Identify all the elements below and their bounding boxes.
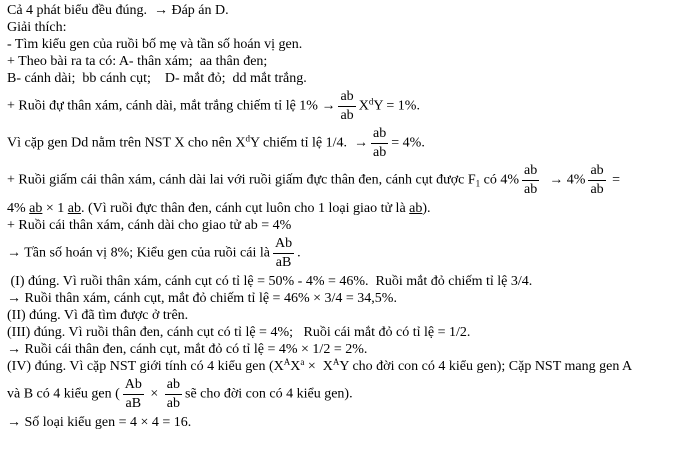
fraction [273,236,294,271]
numerator: ab [165,377,182,395]
denominator: ab [590,182,604,197]
text-segment: Y = 1%. [373,98,420,114]
text-segment: ). [422,201,431,216]
text-segment: → Tần số hoán vị 8%; Kiểu gen của ruồi cái là [7,245,270,261]
underlined-gamete: ab [67,201,82,216]
text-segment: X [358,98,369,114]
text-segment: = [608,172,621,188]
denominator: ab [166,396,180,411]
statement-iii: (III) đúng. Vì ruồi thân đen, cánh cụt có tỉ lệ = 4%; Ruồi cái mắt đỏ có tỉ lệ = 1/2. [7,325,471,340]
statement-ii: (II) đúng. Vì đã tìm được ở trên. [7,308,189,323]
text-segment: và B có 4 kiểu gen ( [7,386,120,402]
text-line [7,236,692,271]
text-line: → Ruồi cái thân đen, cánh cụt, mắt đỏ có tỉ lệ = 4% × 1/2 = 2%. [7,342,368,357]
text-segment: . (Vì ruồi đực thân đen, cánh cụt luôn cho 1 loại giao tử là [81,201,410,216]
text-segment: có 4% [480,172,520,188]
text-segment: + Ruồi đự thân xám, cánh dài, mắt trắng chiếm tỉ lệ 1% → [7,98,336,114]
text-segment: sẽ cho đời con có 4 kiểu gen). [185,386,353,402]
numerator: Ab [123,377,144,395]
text-segment: Y chiếm tỉ lệ 1/4. → [249,135,369,151]
numerator: ab [588,163,605,181]
text-segment: . [297,245,301,261]
text-segment: × [146,386,162,402]
text-line: - Tìm kiểu gen của ruồi bố mẹ và tần số hoán vị gen. [7,37,303,52]
explanation-heading: Giải thích: [7,20,67,35]
text-segment: (IV) đúng. Vì cặp NST giới tính có 4 kiểu gen (X [7,359,284,374]
underlined-gamete: ab [29,201,43,216]
superscript: a [300,357,305,367]
numerator: ab [522,163,539,181]
numerator: Ab [273,236,294,254]
text-line [7,89,692,124]
numerator: ab [338,89,355,107]
fraction [165,377,182,412]
numerator: ab [371,126,388,144]
text-line: + Theo bài ra ta có: A- thân xám; aa thân đen; [7,54,268,69]
text-segment: Y cho đời con có 4 kiểu gen); Cặp NST mang gen A [339,359,633,374]
denominator: aB [125,396,142,411]
superscript: A [283,357,291,367]
denominator: ab [340,108,354,123]
text-segment: × 1 [42,201,68,216]
denominator: aB [275,255,292,270]
fraction [522,163,539,198]
text-segment: Vì cặp gen Dd nằm trên NST X cho nên X [7,135,246,151]
denominator: ab [373,145,387,160]
fraction [588,163,605,198]
text-line: → Ruồi thân xám, cánh cụt, mắt đỏ chiếm tỉ lệ = 46% × 3/4 = 34,5%. [7,291,397,306]
text-line [7,377,692,412]
text-segment: → 4% [542,172,586,188]
answer-line: Cả 4 phát biểu đều đúng. → Đáp án D. [7,3,229,18]
superscript: d [368,96,374,107]
fraction [123,377,144,412]
text-line [7,200,692,217]
statement-i: (I) đúng. Vì ruồi thân xám, cánh cụt có tỉ lệ = 50% - 4% = 46%. Ruồi mắt đỏ chiếm tỉ lệ 3/4. [7,274,533,289]
conclusion-line: → Số loại kiểu gen = 4 × 4 = 16. [7,415,192,430]
text-line [7,163,692,198]
superscript: A [332,357,340,367]
text-segment: = 4%. [391,135,425,151]
subscript: 1 [475,178,481,189]
text-segment: × X [304,359,333,374]
denominator: ab [524,182,538,197]
text-line: + Ruồi cái thân xám, cánh dài cho giao tử ab = 4% [7,218,292,233]
text-segment: + Ruồi giấm cái thân xám, cánh dài lai với ruồi giấm đực thân đen, cánh cụt được F [7,172,476,188]
statement-iv [7,358,692,375]
text-line: B- cánh dài; bb cánh cụt; D- mắt đỏ; dd mắt trắng. [7,71,307,86]
text-line [7,126,692,161]
text-segment: 4% [7,201,30,216]
superscript: d [245,133,250,144]
text-segment: X [290,359,301,374]
fraction [338,89,355,124]
fraction [371,126,388,161]
underlined-gamete: ab [409,201,423,216]
